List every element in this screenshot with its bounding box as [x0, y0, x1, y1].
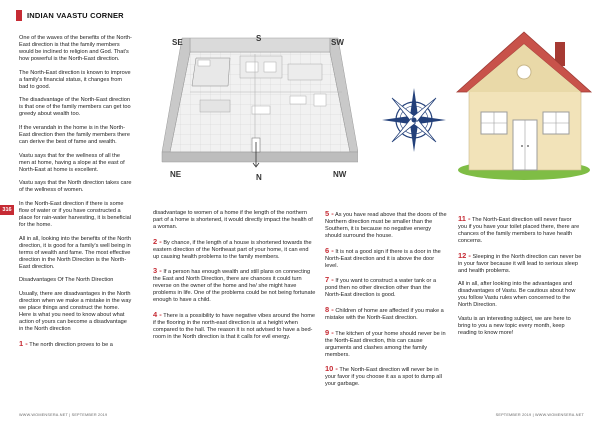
table	[246, 62, 258, 72]
paragraph: In the North-East direction if there is some flow of water or if you have constructed a place for rain-water harvesting, it is beneficial for the home.	[19, 200, 131, 228]
room-floorplan-illustration	[160, 34, 358, 180]
point-number: 11 -	[458, 214, 471, 223]
kitchen-counter	[288, 64, 322, 80]
column-2	[153, 210, 316, 348]
footer-left: WWW.WOMENSERA.NET | SEPTEMBER 2019	[19, 413, 108, 417]
column-4	[458, 215, 582, 344]
numbered-point	[325, 247, 447, 270]
cabinet	[290, 96, 306, 104]
numbered-point	[19, 340, 132, 349]
cabinet	[314, 94, 326, 106]
page-number: 316	[0, 205, 14, 215]
point-text: It is not a good sign if there is a door in the North-East direction and it is above the door level.	[325, 248, 441, 269]
round-window	[517, 65, 531, 79]
point-number: 10 -	[325, 364, 338, 374]
point-text: The kitchen of your home should never be in the North-East direction, this can cause arguments and clashes among the family members.	[325, 330, 446, 358]
point-text: As you have read above that the doors of the Northern direction must be smaller than the Southern, it is because no negative energy should surround the house.	[325, 212, 447, 240]
point-text: By chance, if the length of a house is shortened towards the eastern direction of the Northeast part of your home, it can end up causing health problems to the family members.	[153, 239, 312, 260]
direction-label-s: S	[256, 34, 262, 43]
point-number: 3 -	[153, 266, 162, 276]
numbered-point	[458, 215, 582, 245]
paragraph: The disadvantage of the North-East direction is that one of the family members can get too greedy about wealth too.	[19, 97, 131, 118]
bed	[192, 58, 230, 86]
column-3	[325, 210, 447, 395]
direction-label-se: SE	[172, 38, 183, 47]
header-accent-bar	[16, 10, 22, 21]
point-number: 2 -	[153, 236, 162, 246]
point-text: The north direction proves to be a	[29, 341, 113, 348]
column-1	[19, 35, 132, 355]
paragraph: The North-East direction is known to improve a family's financial status, it changes from bad to good.	[19, 69, 131, 90]
point-text: There is a possibility to have negative vibes around the home if the flooring in the north-east direction is at a height when compared to the hall. The reason it is not advised to have a bed-room in the North direction is that it calls for evil energy.	[153, 313, 315, 341]
point-text: The North-East direction will never favor you if you have your toilet placed there, there are chances of the family members to have health concerns.	[458, 217, 580, 245]
point-text: Children of home are affected if you make a mistake with the North-East direction.	[325, 307, 444, 322]
numbered-point	[325, 306, 447, 322]
section-header	[16, 10, 124, 21]
front-wall	[162, 152, 358, 162]
numbered-point	[153, 267, 316, 304]
point-text: Sleeping in the North direction can never be in your favor because it will lead to serious sleep and health problems.	[458, 253, 582, 274]
table	[264, 62, 276, 72]
point-number: 8 -	[325, 304, 334, 314]
paragraph: Usually, there are disadvantages in the North direction when we make a mistake in the way we place things and construct the home. Here is what you need to know about what action of yours can become a disadvantage in the North direction	[19, 290, 132, 333]
point-number: 12 -	[458, 250, 471, 260]
numbered-point	[458, 252, 582, 275]
direction-label-ne: NE	[170, 170, 182, 179]
paragraph: disadvantage to women of a home if the length of the northern part of a home is shortened, it would directly impact the health of a woman.	[153, 210, 313, 231]
subheading: Disadvantages Of The North Direction	[19, 277, 114, 284]
numbered-point	[153, 238, 316, 261]
paragraph: All in all, after looking into the advantages and disadvantages of Vastu. Be cautious about how you follow Vastu rules when concerned to the North Direction.	[458, 281, 576, 309]
numbered-point	[153, 311, 316, 341]
sofa	[200, 100, 230, 112]
direction-label-nw: NW	[333, 170, 347, 179]
point-number: 7 -	[325, 275, 334, 285]
house-illustration	[455, 22, 593, 182]
paragraph: All in all, looking into the benefits of the North direction, it is good for a family's well being in terms of wealth and fame. The most effective direction in the North Direction is the North-East direction.	[19, 235, 131, 270]
paragraph: Vastu says that the North direction takes care of the wellness of women.	[19, 180, 132, 194]
section-title: INDIAN VAASTU CORNER	[27, 11, 124, 20]
numbered-point	[325, 329, 447, 359]
point-text: If you want to construct a water tank or a pond then no other direction other than the North-East direction is good.	[325, 278, 437, 299]
compass-rose-icon	[380, 86, 448, 154]
point-text: The North-East direction will never be in your favor if you choose it as a spot to dump all your garbage.	[325, 367, 442, 388]
point-number: 4 -	[153, 310, 162, 320]
numbered-point	[325, 210, 447, 240]
point-text: If a person has enough wealth and still plans on connecting the East and North Direction, there are chances it could turn reverse on the owner of the home and he/ she might have problems in life. One of the problems could be not being fortunate enough to have a child.	[153, 269, 316, 304]
point-number: 6 -	[325, 245, 334, 255]
pillow	[198, 60, 210, 66]
paragraph: One of the waves of the benefits of the North-East direction is that the family members would be inclined to religion and God. That's how powerful is the North-East direction.	[19, 35, 132, 63]
paragraph: Vastu is an interesting subject, we are here to bring to you a new topic every month, keep reading to know more!	[458, 316, 571, 337]
numbered-point	[325, 276, 447, 299]
point-number: 5 -	[325, 209, 334, 218]
point-number: 9 -	[325, 327, 334, 337]
numbered-point	[325, 365, 447, 388]
footer-right: SEPTEMBER 2019 | WWW.WOMENSERA.NET	[495, 413, 584, 417]
paragraph: If the verandah in the home is in the North-East direction then the family members there can derive the best of fame and wealth.	[19, 124, 130, 146]
direction-label-n: N	[256, 173, 262, 182]
direction-label-sw: SW	[331, 38, 344, 47]
paragraph: Vastu says that for the wellness of all the men at home, having a slope at the east of North-East at home is excellent.	[19, 152, 125, 173]
point-number: 1 -	[19, 338, 28, 348]
